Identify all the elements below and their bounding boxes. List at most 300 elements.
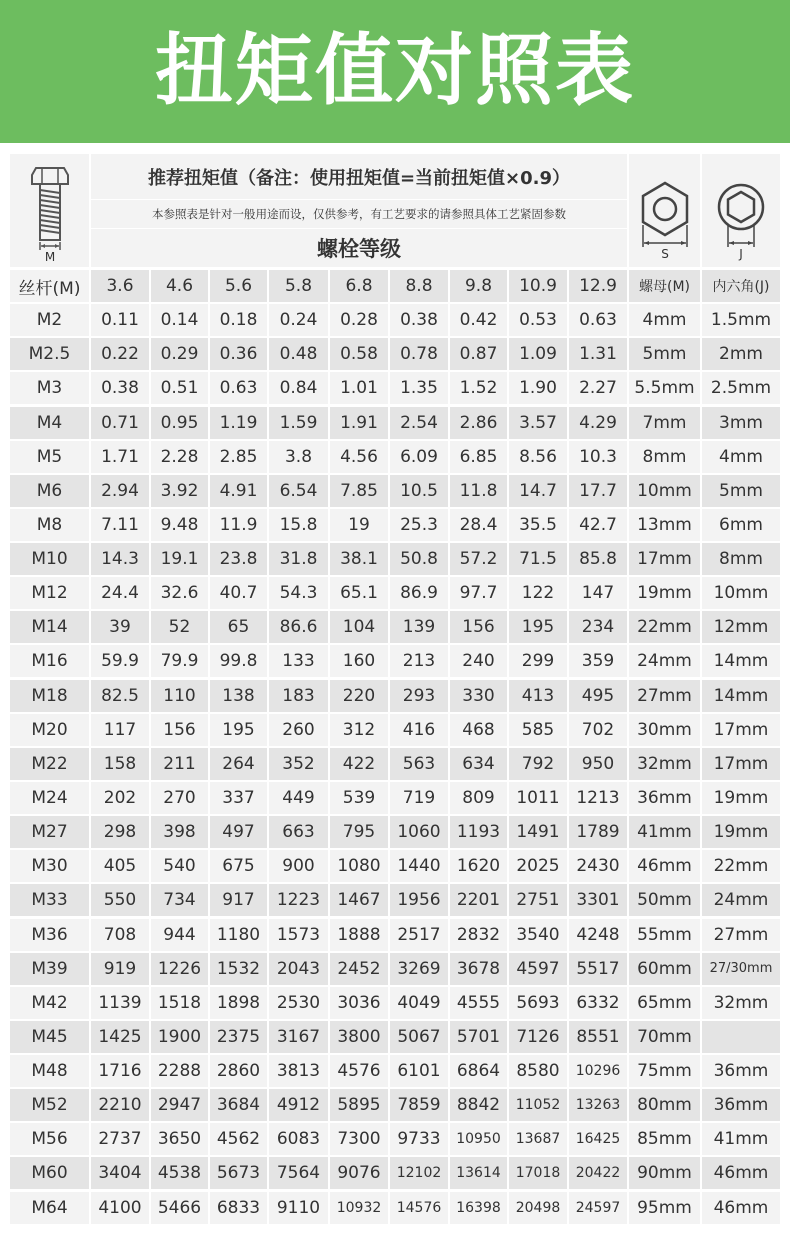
tool-size-cell xyxy=(702,1021,780,1053)
torque-value-cell: 54.3 xyxy=(269,577,328,609)
torque-value-cell: 195 xyxy=(210,714,267,746)
torque-value-cell: 1440 xyxy=(390,850,448,882)
tool-size-cell: 65mm xyxy=(629,987,700,1019)
tool-size-cell: 12mm xyxy=(702,611,780,643)
torque-value-cell: 2860 xyxy=(210,1055,267,1087)
torque-value-cell: 2043 xyxy=(269,953,328,985)
tool-size-cell: 55mm xyxy=(629,919,700,951)
torque-value-cell: 2375 xyxy=(210,1021,267,1053)
torque-value-cell: 1425 xyxy=(91,1021,149,1053)
column-header: 6.8 xyxy=(330,270,388,302)
torque-value-cell: 550 xyxy=(91,884,149,916)
torque-value-cell: 1193 xyxy=(450,816,507,848)
tool-size-cell: 46mm xyxy=(702,1157,780,1189)
torque-value-cell: 4912 xyxy=(269,1089,328,1121)
tool-size-cell: 22mm xyxy=(629,611,700,643)
tool-size-cell: 36mm xyxy=(629,782,700,814)
torque-value-cell: 2.28 xyxy=(151,441,208,473)
torque-value-cell: 211 xyxy=(151,748,208,780)
torque-value-cell: 20498 xyxy=(509,1192,567,1224)
torque-value-cell: 260 xyxy=(269,714,328,746)
row-size-label: M42 xyxy=(10,987,89,1019)
torque-value-cell: 1467 xyxy=(330,884,388,916)
torque-value-cell: 85.8 xyxy=(569,543,627,575)
torque-value-cell: 2452 xyxy=(330,953,388,985)
torque-value-cell: 202 xyxy=(91,782,149,814)
column-header: 4.6 xyxy=(151,270,208,302)
row-size-label: M30 xyxy=(10,850,89,882)
torque-value-cell: 1532 xyxy=(210,953,267,985)
torque-value-cell: 17.7 xyxy=(569,475,627,507)
torque-value-cell: 8842 xyxy=(450,1089,507,1121)
torque-value-cell: 563 xyxy=(390,748,448,780)
torque-value-cell: 8551 xyxy=(569,1021,627,1053)
torque-value-cell: 12102 xyxy=(390,1157,448,1189)
torque-value-cell: 809 xyxy=(450,782,507,814)
torque-value-cell: 3650 xyxy=(151,1123,208,1155)
torque-value-cell: 156 xyxy=(151,714,208,746)
torque-value-cell: 0.95 xyxy=(151,407,208,439)
torque-value-cell: 139 xyxy=(390,611,448,643)
torque-value-cell: 31.8 xyxy=(269,543,328,575)
torque-value-cell: 147 xyxy=(569,577,627,609)
column-header: 3.6 xyxy=(91,270,149,302)
torque-value-cell: 0.42 xyxy=(450,304,507,336)
torque-value-cell: 2832 xyxy=(450,919,507,951)
torque-value-cell: 449 xyxy=(269,782,328,814)
hex-socket-icon-label: J xyxy=(739,246,743,261)
tool-size-cell: 8mm xyxy=(702,543,780,575)
torque-value-cell: 7.85 xyxy=(330,475,388,507)
torque-value-cell: 1573 xyxy=(269,919,328,951)
torque-value-cell: 795 xyxy=(330,816,388,848)
torque-value-cell: 497 xyxy=(210,816,267,848)
torque-value-cell: 3.8 xyxy=(269,441,328,473)
page-title: 扭矩值对照表 xyxy=(154,26,635,116)
column-header: 10.9 xyxy=(509,270,567,302)
row-size-label: M52 xyxy=(10,1089,89,1121)
tool-size-cell: 22mm xyxy=(702,850,780,882)
nut-icon-cell xyxy=(629,154,700,267)
torque-value-cell: 13614 xyxy=(450,1157,507,1189)
torque-value-cell: 3813 xyxy=(269,1055,328,1087)
tool-size-cell: 6mm xyxy=(702,509,780,541)
torque-value-cell: 1620 xyxy=(450,850,507,882)
tool-size-cell: 70mm xyxy=(629,1021,700,1053)
torque-value-cell: 38.1 xyxy=(330,543,388,575)
row-size-label: M24 xyxy=(10,782,89,814)
torque-value-cell: 900 xyxy=(269,850,328,882)
torque-value-cell: 734 xyxy=(151,884,208,916)
torque-value-cell: 2288 xyxy=(151,1055,208,1087)
torque-value-cell: 82.5 xyxy=(91,680,149,712)
tool-size-cell: 17mm xyxy=(702,714,780,746)
torque-value-cell: 3.57 xyxy=(509,407,567,439)
tool-size-cell: 24mm xyxy=(629,645,700,677)
tool-size-cell: 19mm xyxy=(702,782,780,814)
tool-size-cell: 19mm xyxy=(702,816,780,848)
torque-value-cell: 495 xyxy=(569,680,627,712)
torque-value-cell: 2201 xyxy=(450,884,507,916)
torque-value-cell: 2530 xyxy=(269,987,328,1019)
torque-value-cell: 2.85 xyxy=(210,441,267,473)
torque-value-cell: 352 xyxy=(269,748,328,780)
row-size-label: M36 xyxy=(10,919,89,951)
torque-value-cell: 138 xyxy=(210,680,267,712)
tool-size-cell: 2mm xyxy=(702,338,780,370)
torque-value-cell: 15.8 xyxy=(269,509,328,541)
tool-size-cell: 32mm xyxy=(702,987,780,1019)
tool-size-cell: 27mm xyxy=(702,919,780,951)
torque-value-cell: 0.51 xyxy=(151,372,208,404)
torque-value-cell: 16398 xyxy=(450,1192,507,1224)
header-note: 本参照表是针对一般用途而设，仅供参考，有工艺要求的请参照具体工艺紧固参数 xyxy=(91,200,627,228)
torque-value-cell: 2.86 xyxy=(450,407,507,439)
tool-size-cell: 8mm xyxy=(629,441,700,473)
torque-value-cell: 0.22 xyxy=(91,338,149,370)
tool-size-cell: 95mm xyxy=(629,1192,700,1224)
tool-size-cell: 36mm xyxy=(702,1055,780,1087)
torque-value-cell: 0.24 xyxy=(269,304,328,336)
torque-value-cell: 6.85 xyxy=(450,441,507,473)
torque-value-cell: 416 xyxy=(390,714,448,746)
torque-value-cell: 299 xyxy=(509,645,567,677)
torque-value-cell: 0.29 xyxy=(151,338,208,370)
column-header: 螺母(M) xyxy=(629,270,700,302)
torque-value-cell: 0.58 xyxy=(330,338,388,370)
torque-value-cell: 1.01 xyxy=(330,372,388,404)
torque-value-cell: 14.3 xyxy=(91,543,149,575)
tool-size-cell: 27mm xyxy=(629,680,700,712)
torque-value-cell: 3167 xyxy=(269,1021,328,1053)
torque-value-cell: 6.54 xyxy=(269,475,328,507)
torque-value-cell: 3269 xyxy=(390,953,448,985)
torque-value-cell: 0.28 xyxy=(330,304,388,336)
row-size-label: M56 xyxy=(10,1123,89,1155)
torque-value-cell: 234 xyxy=(569,611,627,643)
torque-value-cell: 23.8 xyxy=(210,543,267,575)
tool-size-cell: 7mm xyxy=(629,407,700,439)
torque-value-cell: 337 xyxy=(210,782,267,814)
torque-value-cell: 1.19 xyxy=(210,407,267,439)
torque-value-cell: 4.56 xyxy=(330,441,388,473)
torque-value-cell: 52 xyxy=(151,611,208,643)
bolt-icon-label: M xyxy=(44,250,55,263)
torque-value-cell: 11.8 xyxy=(450,475,507,507)
torque-value-cell: 3.92 xyxy=(151,475,208,507)
torque-value-cell: 2737 xyxy=(91,1123,149,1155)
torque-value-cell: 359 xyxy=(569,645,627,677)
torque-value-cell: 1.71 xyxy=(91,441,149,473)
row-size-label: M12 xyxy=(10,577,89,609)
torque-value-cell: 0.63 xyxy=(569,304,627,336)
torque-value-cell: 9110 xyxy=(269,1192,328,1224)
tool-size-cell: 41mm xyxy=(702,1123,780,1155)
torque-value-cell: 264 xyxy=(210,748,267,780)
torque-value-cell: 0.71 xyxy=(91,407,149,439)
torque-value-cell: 405 xyxy=(91,850,149,882)
torque-value-cell: 10932 xyxy=(330,1192,388,1224)
torque-value-cell: 11052 xyxy=(509,1089,567,1121)
column-header: 8.8 xyxy=(390,270,448,302)
bolt-icon-cell xyxy=(10,154,89,267)
torque-value-cell: 5693 xyxy=(509,987,567,1019)
tool-size-cell: 27/30mm xyxy=(702,953,780,985)
torque-value-cell: 719 xyxy=(390,782,448,814)
torque-value-cell: 1.35 xyxy=(390,372,448,404)
tool-size-cell: 10mm xyxy=(629,475,700,507)
torque-value-cell: 0.78 xyxy=(390,338,448,370)
tool-size-cell: 13mm xyxy=(629,509,700,541)
torque-value-cell: 65.1 xyxy=(330,577,388,609)
tool-size-cell: 10mm xyxy=(702,577,780,609)
torque-value-cell: 6864 xyxy=(450,1055,507,1087)
torque-value-cell: 97.7 xyxy=(450,577,507,609)
torque-value-cell: 9076 xyxy=(330,1157,388,1189)
torque-value-cell: 35.5 xyxy=(509,509,567,541)
tool-size-cell: 14mm xyxy=(702,645,780,677)
row-size-label: M14 xyxy=(10,611,89,643)
torque-value-cell: 6.09 xyxy=(390,441,448,473)
torque-value-cell: 86.9 xyxy=(390,577,448,609)
torque-value-cell: 0.87 xyxy=(450,338,507,370)
tool-size-cell: 2.5mm xyxy=(702,372,780,404)
tool-size-cell: 5mm xyxy=(629,338,700,370)
torque-value-cell: 702 xyxy=(569,714,627,746)
torque-value-cell: 270 xyxy=(151,782,208,814)
torque-value-cell: 5466 xyxy=(151,1192,208,1224)
torque-value-cell: 3678 xyxy=(450,953,507,985)
torque-value-cell: 10.3 xyxy=(569,441,627,473)
header-main-title: 推荐扭矩值（备注：使用扭矩值=当前扭矩值×0.9） xyxy=(91,154,627,199)
torque-value-cell: 213 xyxy=(390,645,448,677)
tool-size-cell: 32mm xyxy=(629,748,700,780)
torque-value-cell: 7859 xyxy=(390,1089,448,1121)
torque-value-cell: 9.48 xyxy=(151,509,208,541)
torque-value-cell: 1180 xyxy=(210,919,267,951)
tool-size-cell: 19mm xyxy=(629,577,700,609)
torque-value-cell: 4576 xyxy=(330,1055,388,1087)
torque-value-cell: 1491 xyxy=(509,816,567,848)
torque-value-cell: 585 xyxy=(509,714,567,746)
torque-value-cell: 5067 xyxy=(390,1021,448,1053)
torque-value-cell: 17018 xyxy=(509,1157,567,1189)
torque-value-cell: 792 xyxy=(509,748,567,780)
torque-value-cell: 0.48 xyxy=(269,338,328,370)
torque-value-cell: 28.4 xyxy=(450,509,507,541)
torque-value-cell: 312 xyxy=(330,714,388,746)
torque-value-cell: 10950 xyxy=(450,1123,507,1155)
torque-value-cell: 0.11 xyxy=(91,304,149,336)
torque-value-cell: 1898 xyxy=(210,987,267,1019)
tool-size-cell: 30mm xyxy=(629,714,700,746)
torque-value-cell: 110 xyxy=(151,680,208,712)
torque-value-cell: 7300 xyxy=(330,1123,388,1155)
torque-value-cell: 0.36 xyxy=(210,338,267,370)
torque-value-cell: 1900 xyxy=(151,1021,208,1053)
torque-value-cell: 4248 xyxy=(569,919,627,951)
torque-value-cell: 7.11 xyxy=(91,509,149,541)
torque-value-cell: 2.54 xyxy=(390,407,448,439)
torque-value-cell: 24.4 xyxy=(91,577,149,609)
torque-value-cell: 1080 xyxy=(330,850,388,882)
torque-value-cell: 298 xyxy=(91,816,149,848)
torque-value-cell: 1518 xyxy=(151,987,208,1019)
nut-icon-label: S xyxy=(660,246,669,261)
torque-value-cell: 468 xyxy=(450,714,507,746)
torque-value-cell: 5673 xyxy=(210,1157,267,1189)
row-size-label: M48 xyxy=(10,1055,89,1087)
torque-value-cell: 8.56 xyxy=(509,441,567,473)
tool-size-cell: 3mm xyxy=(702,407,780,439)
torque-value-cell: 1226 xyxy=(151,953,208,985)
torque-value-cell: 3800 xyxy=(330,1021,388,1053)
torque-value-cell: 0.53 xyxy=(509,304,567,336)
torque-value-cell: 3404 xyxy=(91,1157,149,1189)
torque-value-cell: 24597 xyxy=(569,1192,627,1224)
column-header: 5.6 xyxy=(210,270,267,302)
torque-value-cell: 663 xyxy=(269,816,328,848)
torque-value-cell: 1139 xyxy=(91,987,149,1019)
torque-value-cell: 5895 xyxy=(330,1089,388,1121)
row-size-label: M39 xyxy=(10,953,89,985)
torque-value-cell: 65 xyxy=(210,611,267,643)
hex-socket-icon xyxy=(709,161,773,261)
torque-value-cell: 0.38 xyxy=(91,372,149,404)
torque-value-cell: 4538 xyxy=(151,1157,208,1189)
torque-value-cell: 0.84 xyxy=(269,372,328,404)
torque-value-cell: 675 xyxy=(210,850,267,882)
torque-value-cell: 2025 xyxy=(509,850,567,882)
row-size-label: M4 xyxy=(10,407,89,439)
torque-value-cell: 14576 xyxy=(390,1192,448,1224)
torque-value-cell: 240 xyxy=(450,645,507,677)
column-header: 内六角(J) xyxy=(702,270,780,302)
torque-value-cell: 156 xyxy=(450,611,507,643)
torque-value-cell: 7126 xyxy=(509,1021,567,1053)
torque-value-cell: 9733 xyxy=(390,1123,448,1155)
torque-value-cell: 14.7 xyxy=(509,475,567,507)
tool-size-cell: 5mm xyxy=(702,475,780,507)
torque-value-cell: 4.91 xyxy=(210,475,267,507)
torque-value-cell: 3301 xyxy=(569,884,627,916)
torque-value-cell: 4049 xyxy=(390,987,448,1019)
torque-value-cell: 11.9 xyxy=(210,509,267,541)
torque-value-cell: 32.6 xyxy=(151,577,208,609)
torque-value-cell: 122 xyxy=(509,577,567,609)
torque-value-cell: 1.09 xyxy=(509,338,567,370)
tool-size-cell: 85mm xyxy=(629,1123,700,1155)
torque-value-cell: 0.38 xyxy=(390,304,448,336)
tool-size-cell: 17mm xyxy=(702,748,780,780)
tool-size-cell: 14mm xyxy=(702,680,780,712)
bolt-grade-label: 螺栓等级 xyxy=(91,229,627,267)
torque-value-cell: 950 xyxy=(569,748,627,780)
torque-value-cell: 5701 xyxy=(450,1021,507,1053)
torque-value-cell: 919 xyxy=(91,953,149,985)
torque-value-cell: 1.59 xyxy=(269,407,328,439)
tool-size-cell: 17mm xyxy=(629,543,700,575)
torque-value-cell: 220 xyxy=(330,680,388,712)
row-size-label: M60 xyxy=(10,1157,89,1189)
torque-value-cell: 1.91 xyxy=(330,407,388,439)
torque-value-cell: 117 xyxy=(91,714,149,746)
torque-value-cell: 59.9 xyxy=(91,645,149,677)
torque-value-cell: 79.9 xyxy=(151,645,208,677)
bolt-icon xyxy=(20,158,80,263)
row-size-label: M27 xyxy=(10,816,89,848)
torque-value-cell: 8580 xyxy=(509,1055,567,1087)
torque-value-cell: 917 xyxy=(210,884,267,916)
tool-size-cell: 24mm xyxy=(702,884,780,916)
torque-value-cell: 1888 xyxy=(330,919,388,951)
column-header: 9.8 xyxy=(450,270,507,302)
torque-value-cell: 7564 xyxy=(269,1157,328,1189)
torque-value-cell: 13687 xyxy=(509,1123,567,1155)
torque-value-cell: 25.3 xyxy=(390,509,448,541)
tool-size-cell: 50mm xyxy=(629,884,700,916)
torque-value-cell: 944 xyxy=(151,919,208,951)
torque-value-cell: 1789 xyxy=(569,816,627,848)
torque-value-cell: 39 xyxy=(91,611,149,643)
row-size-label: M33 xyxy=(10,884,89,916)
tool-size-cell: 60mm xyxy=(629,953,700,985)
torque-value-cell: 86.6 xyxy=(269,611,328,643)
torque-value-cell: 13263 xyxy=(569,1089,627,1121)
torque-value-cell: 3684 xyxy=(210,1089,267,1121)
row-size-label: M20 xyxy=(10,714,89,746)
torque-value-cell: 4100 xyxy=(91,1192,149,1224)
column-header: 5.8 xyxy=(269,270,328,302)
row-size-label: M45 xyxy=(10,1021,89,1053)
torque-value-cell: 2210 xyxy=(91,1089,149,1121)
column-header: 12.9 xyxy=(569,270,627,302)
row-size-label: M18 xyxy=(10,680,89,712)
torque-value-cell: 50.8 xyxy=(390,543,448,575)
torque-value-cell: 398 xyxy=(151,816,208,848)
torque-value-cell: 540 xyxy=(151,850,208,882)
torque-value-cell: 1.52 xyxy=(450,372,507,404)
torque-value-cell: 330 xyxy=(450,680,507,712)
torque-value-cell: 0.14 xyxy=(151,304,208,336)
torque-value-cell: 1060 xyxy=(390,816,448,848)
torque-value-cell: 634 xyxy=(450,748,507,780)
torque-value-cell: 4.29 xyxy=(569,407,627,439)
torque-value-cell: 4597 xyxy=(509,953,567,985)
tool-size-cell: 80mm xyxy=(629,1089,700,1121)
torque-value-cell: 158 xyxy=(91,748,149,780)
torque-value-cell: 71.5 xyxy=(509,543,567,575)
torque-value-cell: 0.63 xyxy=(210,372,267,404)
hex-socket-icon-cell xyxy=(702,154,780,267)
torque-value-cell: 19.1 xyxy=(151,543,208,575)
row-size-label: M5 xyxy=(10,441,89,473)
torque-value-cell: 160 xyxy=(330,645,388,677)
tool-size-cell: 90mm xyxy=(629,1157,700,1189)
torque-value-cell: 1956 xyxy=(390,884,448,916)
torque-value-cell: 422 xyxy=(330,748,388,780)
hex-nut-icon xyxy=(633,161,697,261)
torque-value-cell: 4562 xyxy=(210,1123,267,1155)
torque-value-cell: 1.90 xyxy=(509,372,567,404)
torque-value-cell: 104 xyxy=(330,611,388,643)
torque-value-cell: 293 xyxy=(390,680,448,712)
torque-value-cell: 2.94 xyxy=(91,475,149,507)
torque-value-cell: 1011 xyxy=(509,782,567,814)
torque-value-cell: 2430 xyxy=(569,850,627,882)
torque-value-cell: 3540 xyxy=(509,919,567,951)
tool-size-cell: 1.5mm xyxy=(702,304,780,336)
